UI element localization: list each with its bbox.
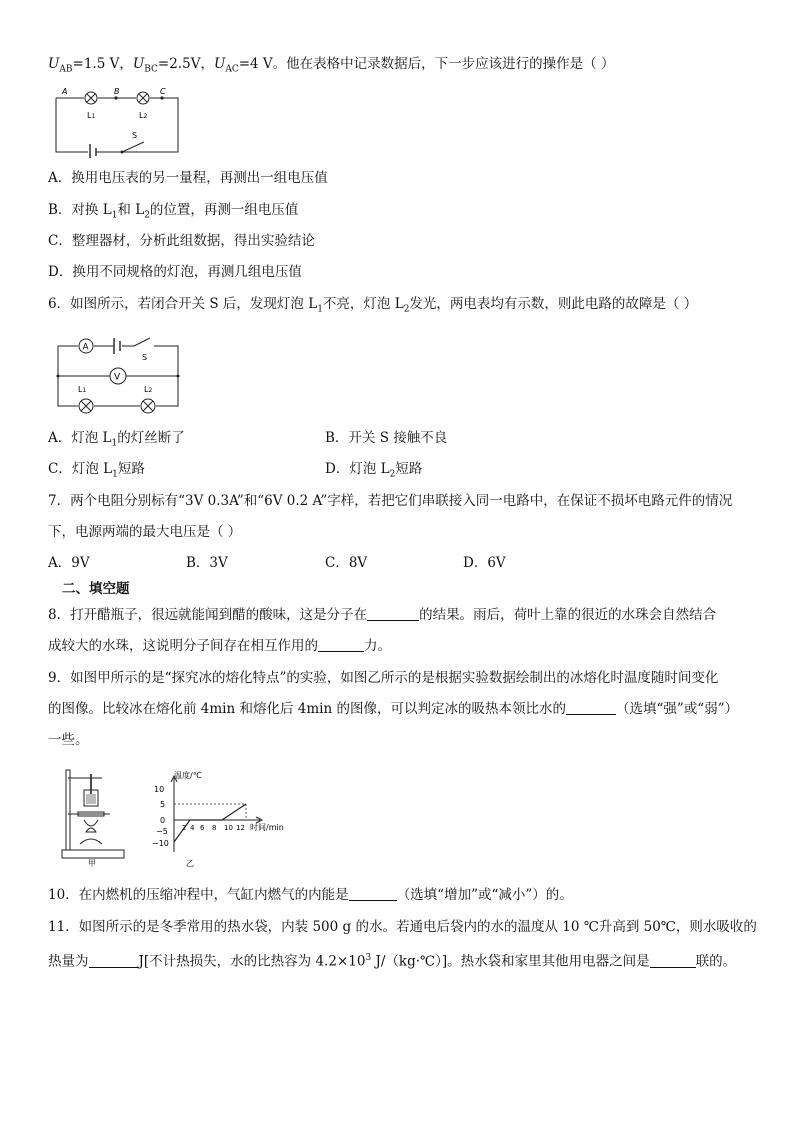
q5-circuit-figure bbox=[52, 86, 184, 158]
xtick-6: 6 bbox=[200, 824, 205, 832]
svg-text:L1: L1 bbox=[87, 111, 96, 120]
q9-line1: 9．如图甲所示的是“探究冰的熔化特点”的实验，如图乙所示的是根据实验数据绘制出的冰熔化时温度随时间变化 bbox=[48, 670, 719, 686]
q8-blank-1[interactable] bbox=[367, 606, 419, 621]
section-heading: 二、填空题 bbox=[62, 581, 130, 597]
q5-option-d: D．换用不同规格的灯泡，再测几组电压值 bbox=[48, 264, 302, 280]
q9-blank[interactable] bbox=[566, 700, 616, 715]
q9-temperature-graph bbox=[150, 768, 300, 868]
svg-text:L2: L2 bbox=[139, 111, 148, 120]
fig-jia-label: 甲 bbox=[88, 859, 96, 868]
ytick-5: 5 bbox=[160, 800, 166, 809]
q5-option-c: C．整理器材，分析此组数据，得出实验结论 bbox=[48, 233, 315, 249]
xtick-8: 8 bbox=[212, 824, 217, 832]
q7-stem-line2: 下，电源两端的最大电压是（ ） bbox=[48, 524, 242, 540]
q6-stem: 6．如图所示，若闭合开关 S 后，发现灯泡 $L_1$不亮，灯泡 $L_2$发光，两电表均有示数，则此电路的故障是（ ） bbox=[48, 296, 698, 315]
q7-option-c: C．8V bbox=[325, 555, 368, 571]
q6-option-b: B．开关 S 接触不良 bbox=[325, 430, 448, 446]
xtick-12: 12 bbox=[236, 824, 245, 832]
q11-line2: 热量为 J[不计热损失，水的比热容为 $4.2\times 10^3$ J/（kg·℃）]。热水袋和家里其他用电器之间是 联的。 bbox=[48, 953, 737, 970]
q5-option-a: A．换用电压表的另一量程，再测出一组电压值 bbox=[48, 170, 328, 186]
q6-circuit-figure bbox=[54, 330, 184, 416]
fig-yi-label: 乙 bbox=[186, 859, 194, 868]
graph-ylabel: 温度/℃ bbox=[174, 771, 202, 780]
q6-option-c: C．灯泡 $L_1$短路 bbox=[48, 461, 145, 480]
svg-text:L1: L1 bbox=[78, 385, 87, 394]
q7-option-a: A．9V bbox=[48, 555, 90, 571]
graph-xlabel: 时间/min bbox=[250, 823, 284, 832]
q5-option-b: B．对换 $L_1$和 $L_2$的位置，再测一组电压值 bbox=[48, 202, 299, 221]
q5-fig-label-b: B bbox=[114, 87, 120, 96]
ytick-10: 10 bbox=[154, 785, 165, 794]
q8-line1: 8．打开醋瓶子，很远就能闻到醋的酸味，这是分子在 的结果。雨后，荷叶上靠的很近的水珠会自然结合 bbox=[48, 607, 717, 623]
q7-option-d: D．6V bbox=[463, 555, 506, 571]
q8-blank-2[interactable] bbox=[318, 637, 364, 652]
svg-text:L2: L2 bbox=[144, 385, 153, 394]
q11-line1: 11．如图所示的是冬季常用的热水袋，内装 500 g 的水。若通电后袋内的水的温度从 10 ℃升高到 50℃，则水吸收的 bbox=[48, 919, 757, 935]
q7-option-b: B．3V bbox=[186, 555, 228, 571]
q9-line3: 一些。 bbox=[48, 732, 89, 748]
ytick-neg10: −10 bbox=[152, 839, 169, 848]
ytick-0: 0 bbox=[160, 816, 166, 825]
q8-line2: 成较大的水珠，这说明分子间存在相互作用的 力。 bbox=[48, 638, 391, 654]
ytick-neg5: −5 bbox=[156, 827, 168, 836]
q10-line: 10．在内燃机的压缩冲程中，气缸内燃气的内能是 （选填“增加”或“减小”）的。 bbox=[48, 887, 573, 903]
q5-fig-label-c: C bbox=[160, 87, 166, 96]
q11-blank-1[interactable] bbox=[89, 953, 139, 968]
q9-apparatus-figure bbox=[58, 768, 128, 868]
q7-stem-line1: 7．两个电阻分别标有“3V 0.3A”和“6V 0.2 A”字样，若把它们串联接入同一电路中，在保证不损坏电路元件的情况 bbox=[48, 493, 733, 509]
q6-fig-label-s: S bbox=[142, 353, 148, 362]
q5-fig-label-a: A bbox=[62, 87, 68, 96]
q9-line2: 的图像。比较冰在熔化前 4min 和熔化后 4min 的图像，可以判定冰的吸热本领比水的 （选填“强”或“弱”） bbox=[48, 701, 739, 717]
q10-blank[interactable] bbox=[349, 886, 397, 901]
q6-option-d: D．灯泡 $L_2$短路 bbox=[325, 461, 423, 480]
xtick-4: 4 bbox=[190, 824, 195, 832]
q11-blank-2[interactable] bbox=[650, 953, 696, 968]
q5-stem: $U_{AB}=1.5$ V，$U_{BC}=2.5V$，$U_{AC}=4$ V。他在表格中记录数据后，下一步应该进行的操作是（ ） bbox=[48, 56, 615, 75]
q6-option-a: A．灯泡 $L_1$的灯丝断了 bbox=[48, 430, 185, 449]
q5-fig-label-s: S bbox=[132, 131, 138, 140]
xtick-2: 2 bbox=[182, 824, 187, 832]
ammeter-label: A bbox=[82, 342, 89, 353]
voltmeter-label: V bbox=[114, 372, 121, 383]
xtick-10: 10 bbox=[224, 824, 233, 832]
